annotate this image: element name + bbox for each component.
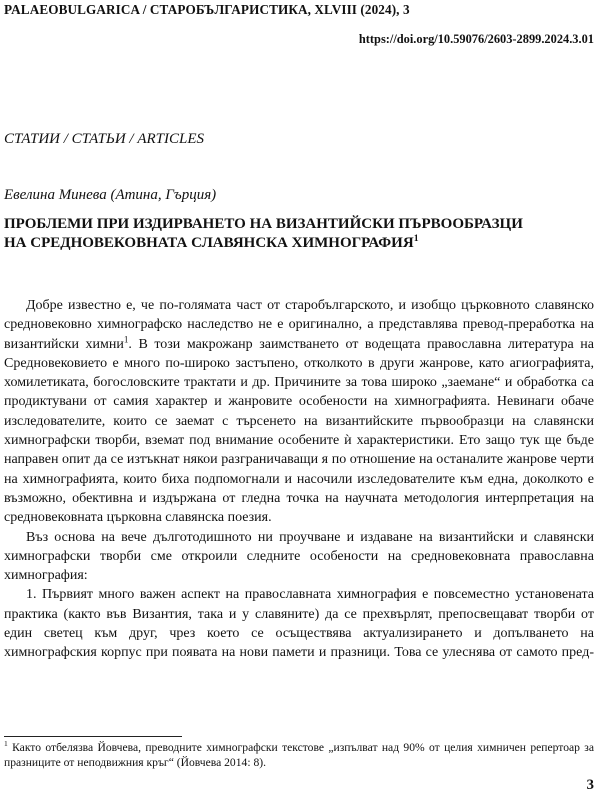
doi-link[interactable]: https://doi.org/10.59076/2603-2899.2024.3.01	[358, 32, 594, 46]
footnote-reference[interactable]: 1	[123, 333, 129, 344]
paragraph-2: Въз основа на вече дълготодишното ни проучване и издаване на византийски и славянски химнографски творби сме откроили следните особености на средновековната православна химнография:	[4, 529, 594, 584]
article-body	[4, 296, 594, 663]
footnote-marker: 1	[4, 739, 8, 749]
footnote-text	[4, 741, 594, 770]
article-title-line-1: ПРОБЛЕМИ ПРИ ИЗДИРВАНЕТО НА ВИЗАНТИЙСКИ ПЪРВООБРАЗЦИ	[4, 216, 523, 232]
title-footnote-marker[interactable]: 1	[413, 233, 419, 244]
paragraph-1	[4, 296, 594, 528]
paragraph-3: 1. Първият много важен аспект на православната химнография е повсеместно установената практика (както във Византия, така и у славяните) да се прехвърлят, препосвещават творби от един светец към друг, чрез което се осъществява актуализирането и допълването на химнографския корпус при появата на нови памети и празници. Това се улеснява от самото пред-	[4, 587, 594, 661]
article-title	[4, 215, 598, 253]
footnote-divider	[4, 736, 182, 737]
page-number: 3	[586, 777, 594, 793]
section-label: СТАТИИ / СТАТЬИ / ARTICLES	[4, 131, 205, 147]
footnote	[4, 741, 594, 770]
paragraph-1-text-b: . В този макрожанр заимстването от водещата православна литература на Средновековието е много по-широко застъпено, отколкото в други жанрове, като агиографията, хомилетиката, богословските трактати и др. Причините за това широко „заемане“ и обработка са продиктувани от самия характер и жанровите особености на химнографията. Невинаги обаче изследователите, които се заемат с търсенето на византийските първообразци на славянски химнографски творби, вземат под внимание особените ѝ характеристики. Ето защо тук ще бъде направен опит да се изтъкнат някои разграничаващи я по отношение на останалите жанрове черти на химнографията, които биха подпомогнали и насочили изследователите към една, доколкото е възможно, обективна и издържана от гледна точка на научната методология интерпретация на средновековната църковна славянска поезия.	[4, 336, 594, 526]
author-name: Евелина Минева (Атина, Гърция)	[4, 187, 217, 203]
journal-header-title: PALAEOBULGARICA / СТАРОБЪЛГАРИСТИКА, XLVIII (2024), 3	[4, 2, 410, 17]
article-title-line-2-text: НА СРЕДНОВЕКОВНАТА СЛАВЯНСКА ХИМНОГРАФИЯ	[4, 235, 414, 251]
footnote-body: Както отбелязва Йовчева, преводните химнографски текстове „изпълват над 90% от целия химничен репертоар за празниците от неподвижния кръг“ (Йовчева 2014: 8).	[4, 741, 594, 769]
article-title-line-2	[4, 234, 598, 253]
paragraph-1-text-a: Добре известно е, че по-голямата част от старобългарското, и изобщо църковното славянско средновековно химнографско наследство не е оригинално, а представлява превод-преработка на византийски химни	[4, 298, 594, 352]
